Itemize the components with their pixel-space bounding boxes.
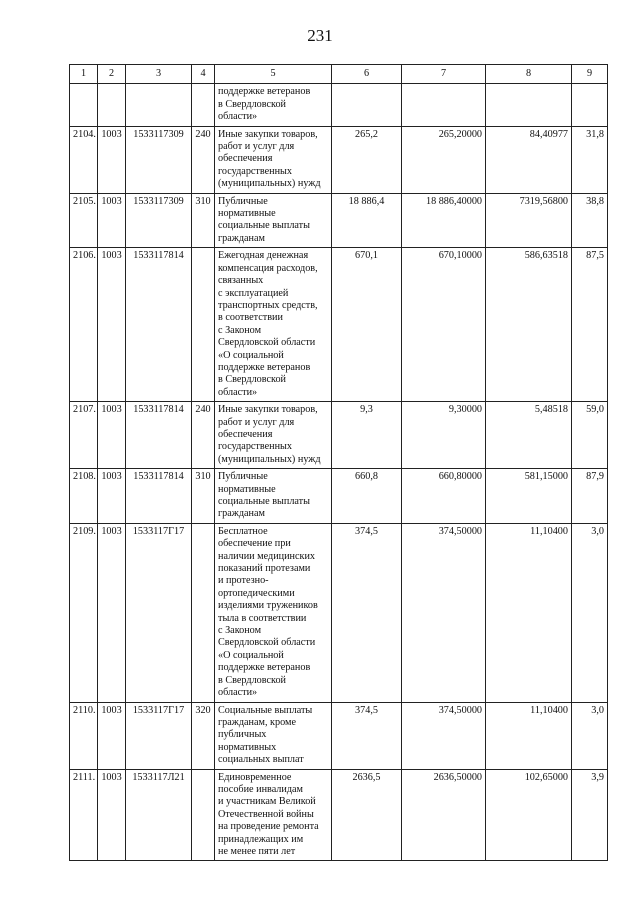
approved-amount: 9,3 xyxy=(332,402,402,469)
column-header-2: 2 xyxy=(98,65,126,84)
page-number: 231 xyxy=(307,26,333,45)
target-code: 1533117309 xyxy=(126,193,192,248)
approved-amount: 670,1 xyxy=(332,248,402,402)
item-name: Иные закупки товаров, работ и услуг для обеспечения государственных (муниципальных) нужд xyxy=(215,126,332,193)
column-header-1: 1 xyxy=(70,65,98,84)
table-row xyxy=(70,523,608,702)
approved-amount: 374,5 xyxy=(332,702,402,769)
budget-amount: 265,20000 xyxy=(402,126,486,193)
executed-amount: 581,15000 xyxy=(486,469,572,524)
expense-type xyxy=(192,769,215,861)
expense-type xyxy=(192,84,215,126)
budget-amount: 2636,50000 xyxy=(402,769,486,861)
budget-amount: 660,80000 xyxy=(402,469,486,524)
approved-amount: 18 886,4 xyxy=(332,193,402,248)
section-code: 1003 xyxy=(98,248,126,402)
section-code: 1003 xyxy=(98,469,126,524)
execution-percent: 31,8 xyxy=(572,126,608,193)
section-code: 1003 xyxy=(98,769,126,861)
target-code: 1533117814 xyxy=(126,469,192,524)
expense-type: 240 xyxy=(192,126,215,193)
expense-type xyxy=(192,523,215,702)
table-row xyxy=(70,84,608,126)
row-number: 2106. xyxy=(70,248,98,402)
execution-percent: 3,9 xyxy=(572,769,608,861)
target-code: 1533117814 xyxy=(126,402,192,469)
item-name: поддержке ветеранов в Свердловской области» xyxy=(215,84,332,126)
target-code: 1533117Г17 xyxy=(126,523,192,702)
budget-amount: 374,50000 xyxy=(402,523,486,702)
execution-percent: 3,0 xyxy=(572,702,608,769)
expense-type: 240 xyxy=(192,402,215,469)
table-row xyxy=(70,702,608,769)
column-header-7: 7 xyxy=(402,65,486,84)
item-name: Единовременное пособие инвалидам и участникам Великой Отечественной войны на проведение ремонта принадлежащих им не менее пяти лет xyxy=(215,769,332,861)
column-header-5: 5 xyxy=(215,65,332,84)
section-code: 1003 xyxy=(98,126,126,193)
budget-amount: 670,10000 xyxy=(402,248,486,402)
approved-amount: 265,2 xyxy=(332,126,402,193)
section-code: 1003 xyxy=(98,402,126,469)
row-number: 2111. xyxy=(70,769,98,861)
item-name: Публичные нормативные социальные выплаты гражданам xyxy=(215,193,332,248)
row-number: 2104. xyxy=(70,126,98,193)
section-code xyxy=(98,84,126,126)
budget-amount: 9,30000 xyxy=(402,402,486,469)
execution-percent: 59,0 xyxy=(572,402,608,469)
table-row xyxy=(70,248,608,402)
budget-amount: 18 886,40000 xyxy=(402,193,486,248)
table-row xyxy=(70,469,608,524)
expense-type: 310 xyxy=(192,193,215,248)
item-name: Социальные выплаты гражданам, кроме публичных нормативных социальных выплат xyxy=(215,702,332,769)
table-row xyxy=(70,769,608,861)
column-header-3: 3 xyxy=(126,65,192,84)
execution-percent xyxy=(572,84,608,126)
executed-amount: 102,65000 xyxy=(486,769,572,861)
section-code: 1003 xyxy=(98,193,126,248)
header-row xyxy=(70,65,608,84)
section-code: 1003 xyxy=(98,702,126,769)
executed-amount: 7319,56800 xyxy=(486,193,572,248)
budget-table xyxy=(69,64,608,861)
table-body xyxy=(70,84,608,861)
approved-amount: 374,5 xyxy=(332,523,402,702)
executed-amount: 586,63518 xyxy=(486,248,572,402)
budget-amount xyxy=(402,84,486,126)
item-name: Иные закупки товаров, работ и услуг для обеспечения государственных (муниципальных) нужд xyxy=(215,402,332,469)
column-header-8: 8 xyxy=(486,65,572,84)
approved-amount: 2636,5 xyxy=(332,769,402,861)
target-code: 1533117814 xyxy=(126,248,192,402)
target-code xyxy=(126,84,192,126)
executed-amount: 11,10400 xyxy=(486,702,572,769)
executed-amount: 11,10400 xyxy=(486,523,572,702)
execution-percent: 3,0 xyxy=(572,523,608,702)
row-number: 2105. xyxy=(70,193,98,248)
execution-percent: 87,9 xyxy=(572,469,608,524)
target-code: 1533117309 xyxy=(126,126,192,193)
column-header-9: 9 xyxy=(572,65,608,84)
target-code: 1533117Л21 xyxy=(126,769,192,861)
row-number: 2107. xyxy=(70,402,98,469)
executed-amount xyxy=(486,84,572,126)
executed-amount: 5,48518 xyxy=(486,402,572,469)
execution-percent: 87,5 xyxy=(572,248,608,402)
row-number: 2108. xyxy=(70,469,98,524)
section-code: 1003 xyxy=(98,523,126,702)
table-row xyxy=(70,193,608,248)
item-name: Публичные нормативные социальные выплаты гражданам xyxy=(215,469,332,524)
approved-amount: 660,8 xyxy=(332,469,402,524)
expense-type: 320 xyxy=(192,702,215,769)
row-number xyxy=(70,84,98,126)
expense-type xyxy=(192,248,215,402)
row-number: 2109. xyxy=(70,523,98,702)
column-header-4: 4 xyxy=(192,65,215,84)
table-row xyxy=(70,402,608,469)
budget-amount: 374,50000 xyxy=(402,702,486,769)
column-header-6: 6 xyxy=(332,65,402,84)
target-code: 1533117Г17 xyxy=(126,702,192,769)
item-name: Ежегодная денежная компенсация расходов, связанных с эксплуатацией транспортных средств, в соответствии с Законом Свердловской области «О социальной поддержке ветеранов в Свердловской области» xyxy=(215,248,332,402)
table-row xyxy=(70,126,608,193)
approved-amount xyxy=(332,84,402,126)
execution-percent: 38,8 xyxy=(572,193,608,248)
item-name: Бесплатное обеспечение при наличии медицинских показаний протезами и протезно- ортопедическими изделиями тружеников тыла в соответствии с Законом Свердловской области «О социальной поддержке ветеранов в Свердловской области» xyxy=(215,523,332,702)
expense-type: 310 xyxy=(192,469,215,524)
executed-amount: 84,40977 xyxy=(486,126,572,193)
row-number: 2110. xyxy=(70,702,98,769)
